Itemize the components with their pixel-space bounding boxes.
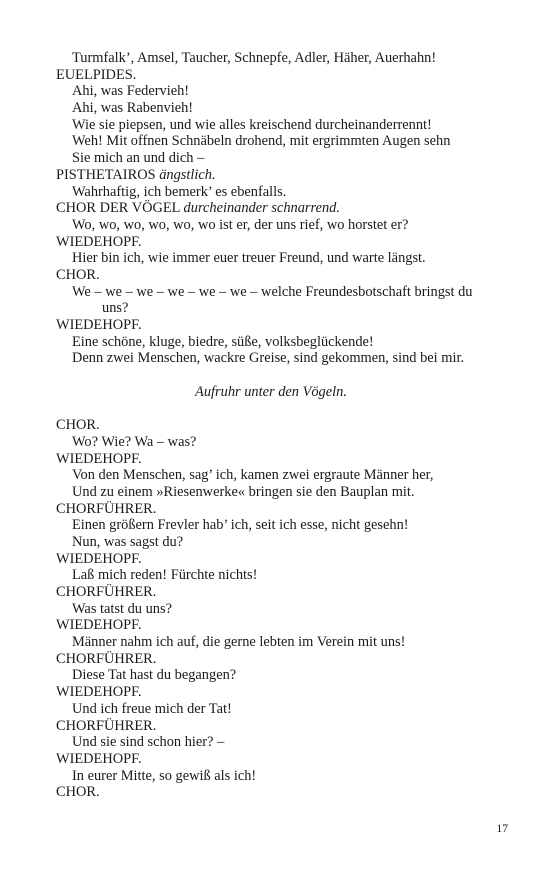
speaker-name: CHOR. [56,266,100,283]
stage-direction [56,384,526,401]
verse-line: Und ich freue mich der Tat! [72,700,232,717]
verse-line: We – we – we – we – we – we – welche Freundesbotschaft bringst du [72,283,473,300]
speaker-name: WIEDEHOPF. [56,450,142,467]
speaker-name: EUELPIDES. [56,66,137,83]
speaker-line [56,167,526,184]
speaker-line [56,200,526,217]
speaker-name: WIEDEHOPF. [56,617,142,634]
speaker-direction: durcheinander schnarrend. [183,200,340,217]
speaker-name: WIEDEHOPF. [56,684,142,701]
speaker-name: PISTHETAIROS [56,166,156,183]
speaker-line [56,451,526,468]
blank-line [56,367,526,384]
stage-direction-text: Aufruhr unter den Vögeln. [195,383,347,400]
verse-line: Diese Tat hast du begangen? [72,667,237,684]
play-text [56,50,526,801]
verse-line: Wo, wo, wo, wo, wo, wo ist er, der uns rief, wo horstet er? [72,216,409,233]
verse-line: Denn zwei Menschen, wackre Greise, sind gekommen, sind bei mir. [72,350,465,367]
verse-line: Wie sie piepsen, und wie alles kreischend durcheinanderrennt! [72,116,432,133]
verse-line: uns? [102,300,129,317]
verse-line: Weh! Mit offnen Schnäbeln drohend, mit ergrimmten Augen sehn [72,133,451,150]
verse-line: Laß mich reden! Fürchte nichts! [72,567,258,584]
speaker-line [56,718,526,735]
verse-line: Und zu einem »Riesenwerke« bringen sie den Bauplan mit. [72,483,415,500]
speaker-direction: ängstlich. [159,166,216,183]
verse-line: Nun, was sagst du? [72,533,184,550]
speaker-name: WIEDEHOPF. [56,750,142,767]
speaker-line [56,751,526,768]
speaker-line [56,584,526,601]
verse-line: Einen größern Frevler hab’ ich, seit ich esse, nicht gesehn! [72,517,409,534]
speaker-line [56,267,526,284]
verse-line: In eurer Mitte, so gewiß als ich! [72,767,257,784]
verse-line: Und sie sind schon hier? – [72,734,225,751]
verse-line: Wo? Wie? Wa – was? [72,433,197,450]
verse-line: Eine schöne, kluge, biedre, süße, volksbeglückende! [72,333,374,350]
verse-line: Ahi, was Rabenvieh! [72,100,194,117]
speaker-line [56,617,526,634]
speaker-line [56,417,526,434]
speaker-line [56,317,526,334]
speaker-line [56,501,526,518]
speaker-name: WIEDEHOPF. [56,233,142,250]
verse-line: Männer nahm ich auf, die gerne lebten im Verein mit uns! [72,634,406,651]
speaker-name: CHOR. [56,784,100,801]
verse-line: Sie mich an und dich – [72,150,205,167]
speaker-name: CHORFÜHRER. [56,584,157,600]
page-number: 17 [496,823,508,835]
speaker-line [56,651,526,668]
speaker-name: CHORFÜHRER. [56,717,157,734]
speaker-name: WIEDEHOPF. [56,317,142,333]
verse-line: Turmfalk’, Amsel, Taucher, Schnepfe, Adler, Häher, Auerhahn! [72,50,437,66]
verse-line: Von den Menschen, sag’ ich, kamen zwei ergraute Männer her, [72,467,434,484]
speaker-line [56,551,526,568]
verse-line: Was tatst du uns? [72,600,172,617]
verse-line: Wahrhaftig, ich bemerk’ es ebenfalls. [72,183,287,200]
verse-line: Hier bin ich, wie immer euer treuer Freund, und warte längst. [72,250,426,267]
speaker-name: CHORFÜHRER. [56,500,157,517]
speaker-line [56,67,526,84]
blank-line [56,400,526,417]
speaker-name: WIEDEHOPF. [56,550,142,567]
speaker-line [56,684,526,701]
speaker-name: CHORFÜHRER. [56,650,157,667]
speaker-line [56,234,526,251]
speaker-line [56,784,526,801]
speaker-name: CHOR. [56,417,100,434]
verse-line: Ahi, was Federvieh! [72,83,190,100]
speaker-name: CHOR DER VÖGEL [56,200,180,217]
